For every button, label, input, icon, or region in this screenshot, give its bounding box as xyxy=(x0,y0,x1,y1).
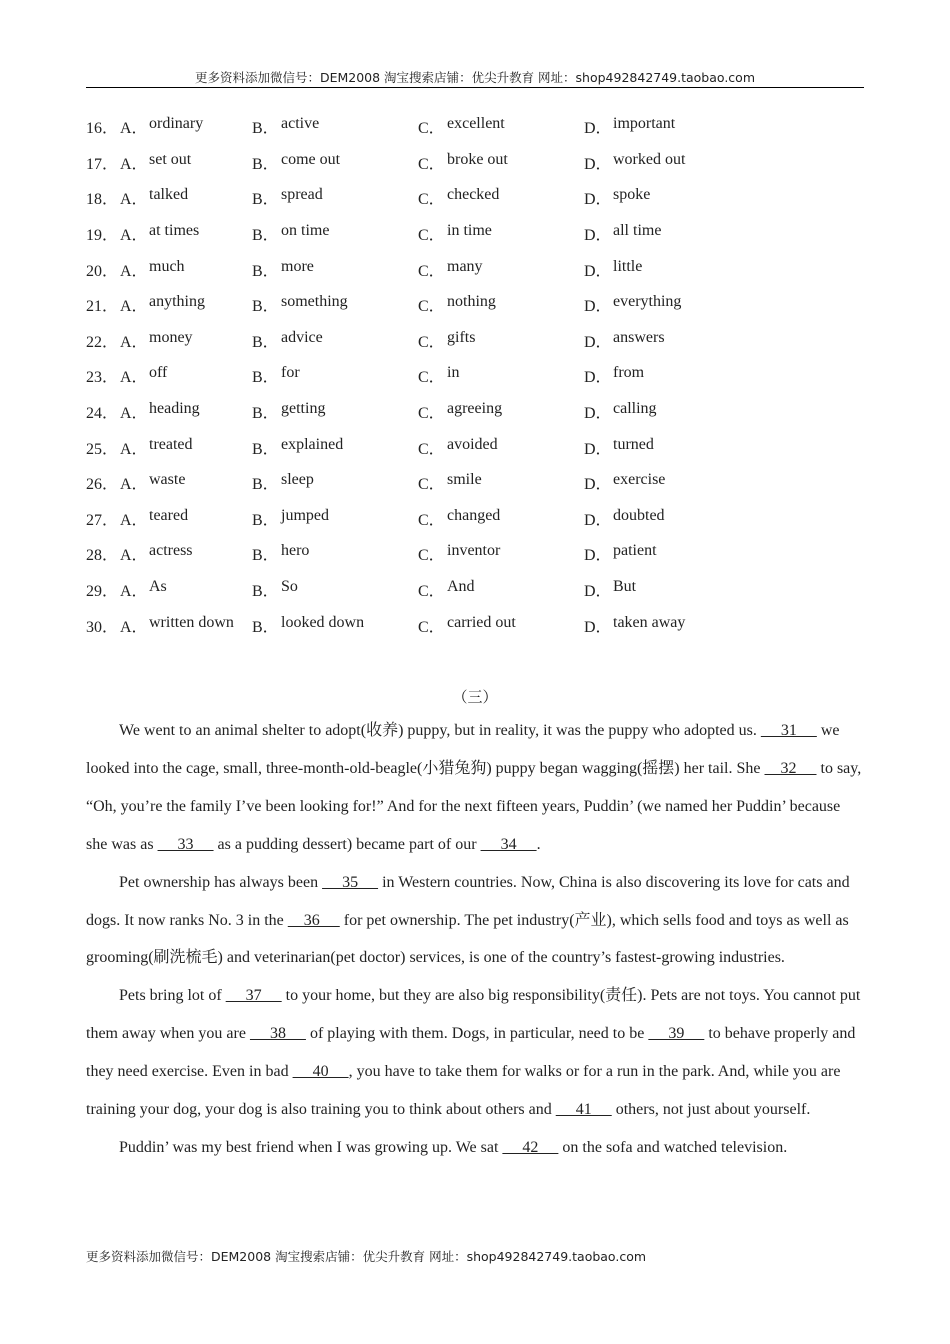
option-letter: C． xyxy=(418,227,445,245)
passage-text: to behave properly and they need exercise. Even in bad xyxy=(86,1025,856,1081)
option-letter: C． xyxy=(418,333,445,351)
option-text: in time xyxy=(447,222,492,240)
option-letter: C． xyxy=(418,547,445,565)
option-text: heading xyxy=(149,400,200,418)
option-d xyxy=(584,436,784,459)
option-b xyxy=(252,436,418,459)
option-text: exercise xyxy=(613,471,666,489)
option-d xyxy=(584,542,784,565)
cloze-blank: 36 xyxy=(287,911,340,929)
option-d xyxy=(584,329,784,352)
option-letter: D． xyxy=(584,262,612,280)
option-letter: D． xyxy=(584,440,612,458)
option-text: on time xyxy=(281,222,330,240)
question-row xyxy=(86,572,864,608)
option-letter: A． xyxy=(120,191,148,209)
option-letter: C． xyxy=(418,298,445,316)
passage-paragraph xyxy=(86,864,864,978)
option-b xyxy=(252,293,418,316)
option-b xyxy=(252,329,418,352)
question-number: 20． xyxy=(86,262,119,280)
option-c xyxy=(418,542,584,565)
option-letter: D． xyxy=(584,618,612,636)
passage-text: Pets bring lot of xyxy=(119,987,226,1005)
question-row xyxy=(86,607,864,643)
option-letter: C． xyxy=(418,511,445,529)
option-text: little xyxy=(613,257,643,275)
option-c xyxy=(418,436,584,459)
option-text: worked out xyxy=(613,150,686,168)
passage-text: we looked into the cage, small, three-month-old-beagle(小猎兔狗) puppy began wagging(摇摆) her tail. She xyxy=(86,722,840,777)
option-letter: B． xyxy=(252,618,279,636)
option-letter: A． xyxy=(120,227,148,245)
option-d xyxy=(584,258,784,281)
question-number: 17． xyxy=(86,155,119,173)
option-b xyxy=(252,542,418,565)
option-text: checked xyxy=(447,186,500,204)
option-c xyxy=(418,186,584,209)
option-b xyxy=(252,471,418,494)
option-text: from xyxy=(613,364,645,382)
option-a xyxy=(120,614,252,637)
option-letter: B． xyxy=(252,547,279,565)
option-c xyxy=(418,471,584,494)
question-number: 19． xyxy=(86,227,119,245)
option-letter: D． xyxy=(584,583,612,601)
passage-text: We went to an animal shelter to adopt(收养) puppy, but in reality, it was the puppy who adopted us. xyxy=(119,722,761,739)
option-text: calling xyxy=(613,400,657,418)
option-letter: A． xyxy=(120,547,148,565)
cloze-blank: 31 xyxy=(760,722,817,739)
option-a xyxy=(120,578,252,601)
option-text: spoke xyxy=(613,186,651,204)
question-row xyxy=(86,287,864,323)
option-text: But xyxy=(613,578,637,596)
option-text: advice xyxy=(281,328,323,346)
option-text: looked down xyxy=(281,613,365,631)
option-a xyxy=(120,400,252,423)
option-letter: B． xyxy=(252,191,279,209)
question-number: 23． xyxy=(86,369,119,387)
option-text: much xyxy=(149,257,185,275)
option-b xyxy=(252,151,418,174)
section-title: （三） xyxy=(452,690,498,706)
question-row xyxy=(86,323,864,359)
option-letter: D． xyxy=(584,120,612,138)
option-d xyxy=(584,471,784,494)
option-letter: B． xyxy=(252,120,279,138)
option-text: agreeing xyxy=(447,400,503,418)
option-text: spread xyxy=(281,186,323,204)
option-text: more xyxy=(281,257,314,275)
option-text: As xyxy=(149,578,167,596)
option-a xyxy=(120,436,252,459)
option-letter: A． xyxy=(120,511,148,529)
question-number: 27． xyxy=(86,511,119,529)
option-letter: A． xyxy=(120,405,148,423)
option-a xyxy=(120,222,252,245)
option-letter: B． xyxy=(252,298,279,316)
option-text: for xyxy=(281,364,300,382)
question-number: 24． xyxy=(86,405,119,423)
option-text: explained xyxy=(281,435,344,453)
passage-paragraph xyxy=(86,1129,864,1167)
option-text: off xyxy=(149,364,168,382)
option-letter: D． xyxy=(584,547,612,565)
cloze-blank: 42 xyxy=(502,1138,559,1156)
cloze-blank: 40 xyxy=(292,1063,349,1081)
question-row xyxy=(86,216,864,252)
option-letter: A． xyxy=(120,298,148,316)
option-d xyxy=(584,400,784,423)
option-d xyxy=(584,151,784,174)
question-number: 26． xyxy=(86,476,119,494)
option-c xyxy=(418,329,584,352)
question-number: 16． xyxy=(86,120,119,138)
passage-paragraph xyxy=(86,712,864,864)
cloze-blank: 38 xyxy=(249,1025,306,1043)
option-text: So xyxy=(281,578,298,596)
option-b xyxy=(252,578,418,601)
option-letter: C． xyxy=(418,476,445,494)
question-number: 25． xyxy=(86,440,119,458)
option-d xyxy=(584,222,784,245)
option-letter: D． xyxy=(584,511,612,529)
option-text: money xyxy=(149,328,193,346)
passage-text: . xyxy=(536,835,541,853)
passage-text: , you have to take them for walks or for a run in the park. And, while you are training your dog, your dog is also training you to think about others and xyxy=(86,1063,841,1119)
option-text: teared xyxy=(149,506,189,524)
option-c xyxy=(418,222,584,245)
option-b xyxy=(252,186,418,209)
question-number: 21． xyxy=(86,298,119,316)
option-a xyxy=(120,542,252,565)
question-row xyxy=(86,536,864,572)
page-footer: 更多资料添加微信号：DEM2008 淘宝搜索店铺：优尖升教育 网址：shop492842749.taobao.com xyxy=(86,1249,647,1264)
question-number: 28． xyxy=(86,547,119,565)
passage-text: on the sofa and watched television. xyxy=(558,1138,788,1156)
passage-text: of playing with them. Dogs, in particular, need to be xyxy=(305,1025,649,1043)
option-text: ordinary xyxy=(149,115,204,133)
option-b xyxy=(252,507,418,530)
option-text: taken away xyxy=(613,613,686,631)
option-letter: D． xyxy=(584,298,612,316)
cloze-blank: 35 xyxy=(322,873,379,891)
question-row xyxy=(86,145,864,181)
question-number: 18． xyxy=(86,191,119,209)
option-letter: D． xyxy=(584,227,612,245)
question-row xyxy=(86,251,864,287)
option-c xyxy=(418,293,584,316)
header-divider xyxy=(86,87,864,88)
option-text: patient xyxy=(613,542,657,560)
option-b xyxy=(252,614,418,637)
option-letter: B． xyxy=(252,262,279,280)
option-a xyxy=(120,258,252,281)
option-letter: B． xyxy=(252,440,279,458)
option-letter: C． xyxy=(418,262,445,280)
cloze-blank: 37 xyxy=(225,987,282,1005)
option-letter: C． xyxy=(418,440,445,458)
option-text: active xyxy=(281,115,320,133)
option-letter: A． xyxy=(120,369,148,387)
option-c xyxy=(418,614,584,637)
option-text: come out xyxy=(281,150,341,168)
option-c xyxy=(418,400,584,423)
option-text: something xyxy=(281,293,348,311)
option-c xyxy=(418,151,584,174)
option-letter: B． xyxy=(252,405,279,423)
option-d xyxy=(584,364,784,387)
passage-text: Puddin’ was my best friend when I was growing up. We sat xyxy=(119,1138,503,1156)
question-row xyxy=(86,501,864,537)
cloze-blank: 39 xyxy=(648,1025,705,1043)
option-text: carried out xyxy=(447,613,516,631)
option-a xyxy=(120,186,252,209)
option-text: waste xyxy=(149,471,186,489)
option-a xyxy=(120,151,252,174)
cloze-passage xyxy=(86,712,864,1167)
option-letter: A． xyxy=(120,440,148,458)
option-letter: C． xyxy=(418,583,445,601)
option-d xyxy=(584,578,784,601)
option-b xyxy=(252,222,418,245)
option-a xyxy=(120,364,252,387)
option-text: hero xyxy=(281,542,310,560)
option-text: written down xyxy=(149,613,234,631)
option-text: And xyxy=(447,578,475,596)
option-d xyxy=(584,293,784,316)
option-letter: A． xyxy=(120,618,148,636)
option-a xyxy=(120,471,252,494)
option-text: all time xyxy=(613,222,662,240)
option-letter: A． xyxy=(120,333,148,351)
option-text: talked xyxy=(149,186,189,204)
option-text: nothing xyxy=(447,293,496,311)
option-letter: A． xyxy=(120,583,148,601)
option-c xyxy=(418,578,584,601)
option-letter: A． xyxy=(120,476,148,494)
answer-options-list xyxy=(86,109,864,643)
option-letter: C． xyxy=(418,405,445,423)
cloze-blank: 33 xyxy=(157,835,214,853)
option-c xyxy=(418,364,584,387)
option-letter: C． xyxy=(418,618,445,636)
option-text: jumped xyxy=(281,506,329,524)
option-letter: B． xyxy=(252,369,279,387)
option-text: anything xyxy=(149,293,205,311)
option-letter: C． xyxy=(418,120,445,138)
option-letter: B． xyxy=(252,476,279,494)
option-text: avoided xyxy=(447,435,498,453)
option-letter: B． xyxy=(252,583,279,601)
option-c xyxy=(418,258,584,281)
question-row xyxy=(86,394,864,430)
option-text: everything xyxy=(613,293,682,311)
option-letter: A． xyxy=(120,120,148,138)
option-letter: A． xyxy=(120,262,148,280)
passage-paragraph xyxy=(86,977,864,1129)
question-number: 22． xyxy=(86,333,119,351)
option-text: many xyxy=(447,257,483,275)
option-letter: D． xyxy=(584,476,612,494)
option-text: in xyxy=(447,364,460,382)
page-header: 更多资料添加微信号：DEM2008 淘宝搜索店铺：优尖升教育 网址：shop492842749.taobao.com xyxy=(194,70,756,85)
option-letter: D． xyxy=(584,155,612,173)
option-letter: A． xyxy=(120,155,148,173)
question-row xyxy=(86,465,864,501)
question-row xyxy=(86,429,864,465)
option-text: answers xyxy=(613,328,665,346)
option-c xyxy=(418,507,584,530)
question-number: 30． xyxy=(86,618,119,636)
option-d xyxy=(584,186,784,209)
option-b xyxy=(252,364,418,387)
option-text: excellent xyxy=(447,115,505,133)
option-text: sleep xyxy=(281,471,314,489)
option-c xyxy=(418,115,584,138)
option-letter: D． xyxy=(584,333,612,351)
option-text: actress xyxy=(149,542,193,560)
option-text: broke out xyxy=(447,150,508,168)
option-letter: D． xyxy=(584,369,612,387)
option-a xyxy=(120,507,252,530)
option-letter: B． xyxy=(252,333,279,351)
option-d xyxy=(584,614,784,637)
option-text: at times xyxy=(149,222,200,240)
cloze-blank: 41 xyxy=(555,1101,612,1119)
option-text: inventor xyxy=(447,542,501,560)
option-letter: D． xyxy=(584,191,612,209)
question-row xyxy=(86,109,864,145)
question-number: 29． xyxy=(86,583,119,601)
question-row xyxy=(86,180,864,216)
option-text: treated xyxy=(149,435,193,453)
option-b xyxy=(252,258,418,281)
question-row xyxy=(86,358,864,394)
option-letter: D． xyxy=(584,405,612,423)
option-a xyxy=(120,115,252,138)
option-text: getting xyxy=(281,400,326,418)
option-letter: C． xyxy=(418,369,445,387)
passage-text: as a pudding dessert) became part of our xyxy=(213,835,481,853)
option-text: turned xyxy=(613,435,654,453)
cloze-blank: 34 xyxy=(480,835,537,853)
option-letter: B． xyxy=(252,511,279,529)
option-letter: C． xyxy=(418,191,445,209)
passage-text: Pet ownership has always been xyxy=(119,873,323,891)
passage-text: in Western countries. Now, China is also discovering its love for cats and dogs. It now ranks No. 3 in the xyxy=(86,873,850,929)
option-letter: B． xyxy=(252,155,279,173)
option-a xyxy=(120,293,252,316)
option-text: doubted xyxy=(613,506,665,524)
option-text: smile xyxy=(447,471,482,489)
passage-text: to your home, but they are also big responsibility(责任). Pets are not toys. You cannot put them away when you are xyxy=(86,987,861,1043)
passage-text: for pet ownership. The pet industry(产业), which sells food and toys as well as grooming(刷洗梳毛) and veterinarian(pet doctor) services, is one of the country’s fastest-growing industries. xyxy=(86,911,849,967)
option-text: important xyxy=(613,115,676,133)
option-letter: B． xyxy=(252,227,279,245)
option-b xyxy=(252,400,418,423)
cloze-blank: 32 xyxy=(764,759,817,777)
option-text: gifts xyxy=(447,328,476,346)
option-b xyxy=(252,115,418,138)
option-d xyxy=(584,507,784,530)
option-text: changed xyxy=(447,506,501,524)
option-letter: C． xyxy=(418,155,445,173)
option-text: set out xyxy=(149,150,192,168)
passage-text: to say, “Oh, you’re the family I’ve been looking for!” And for the next fifteen years, Puddin’ (we named her Puddin’ because she was as xyxy=(86,759,862,853)
option-d xyxy=(584,115,784,138)
option-a xyxy=(120,329,252,352)
passage-text: others, not just about yourself. xyxy=(611,1101,811,1119)
